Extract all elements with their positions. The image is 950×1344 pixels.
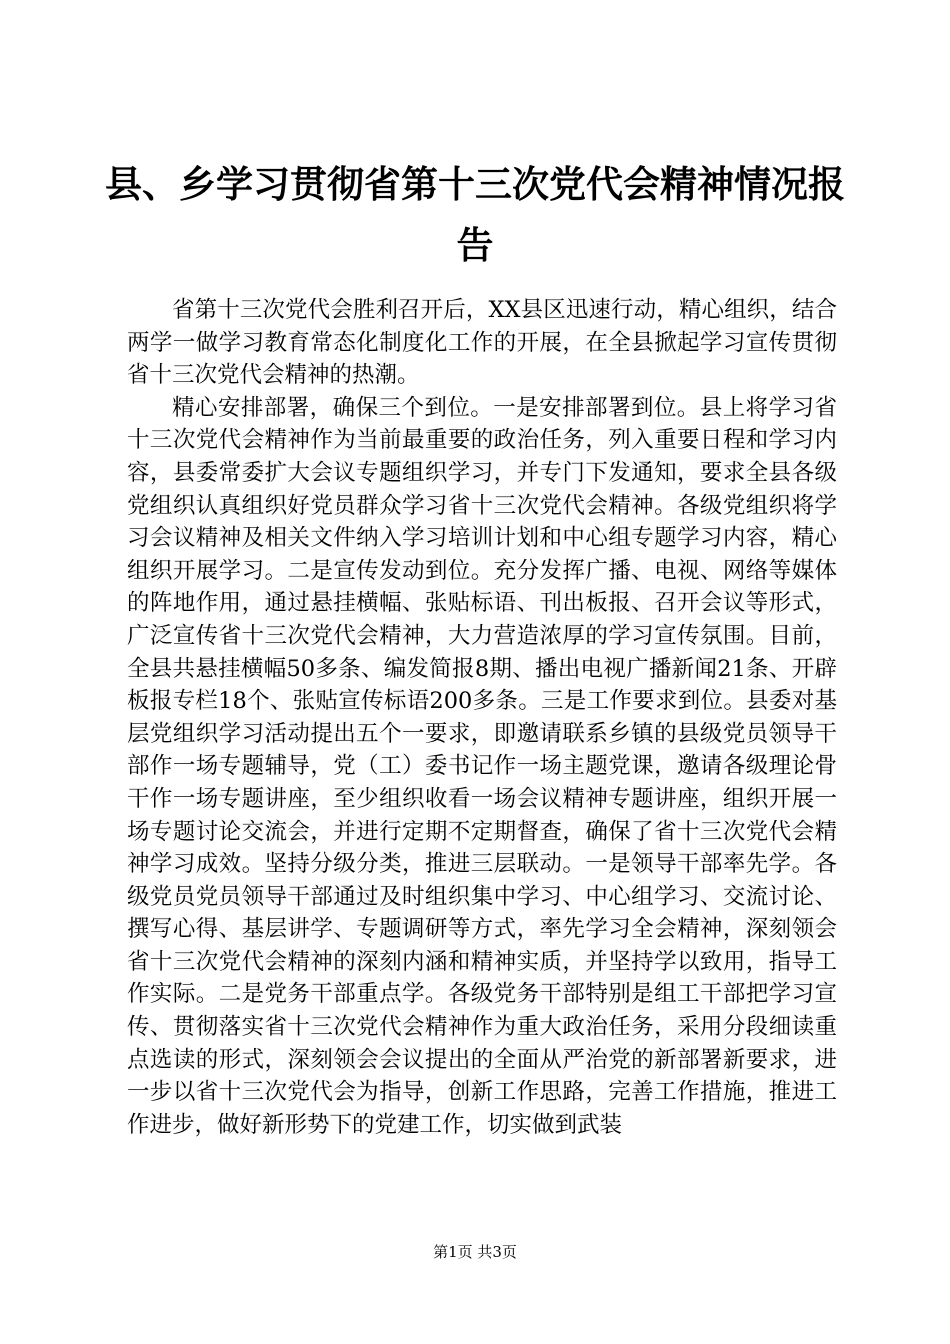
body-paragraph: 省第十三次党代会胜利召开后，XX县区迅速行动，精心组织，结合两学一做学习教育常态化制度化工作的开展，在全县掀起学习宣传贯彻省十三次党代会精神的热潮。: [127, 297, 837, 389]
page-number-footer: 第1页 共3页: [433, 1243, 517, 1261]
document-title-line-1: 县、乡学习贯彻省第十三次党代会精神情况报: [105, 162, 845, 206]
document-body: [127, 294, 837, 1141]
body-paragraph: 精心安排部署，确保三个到位。一是安排部署到位。县上将学习省十三次党代会精神作为当前最重要的政治任务，列入重要日程和学习内容，县委常委扩大会议专题组织学习，并专门下发通知，要求全县各级党组织认真组织好党员群众学习省十三次党代会精神。各级党组织将学习会议精神及相关文件纳入学习培训计划和中心组专题学习内容，精心组织开展学习。二是宣传发动到位。充分发挥广播、电视、网络等媒体的阵地作用，通过悬挂横幅、张贴标语、刊出板报、召开会议等形式，广泛宣传省十三次党代会精神，大力营造浓厚的学习宣传氛围。目前，全县共悬挂横幅50多条、编发简报8期、播出电视广播新闻21条、开辟板报专栏18个、张贴宣传标语200多条。三是工作要求到位。县委对基层党组织学习活动提出五个一要求，即邀请联系乡镇的县级党员领导干部作一场专题辅导，党（工）委书记作一场主题党课，邀请各级理论骨干作一场专题讲座，至少组织收看一场会议精神专题讲座，组织开展一场专题讨论交流会，并进行定期不定期督查，确保了省十三次党代会精神学习成效。坚持分级分类，推进三层联动。一是领导干部率先学。各级党员党员领导干部通过及时组织集中学习、中心组学习、交流讨论、撰写心得、基层讲学、专题调研等方式，率先学习全会精神，深刻领会省十三次党代会精神的深刻内涵和精神实质，并坚持学以致用，指导工作实际。二是党务干部重点学。各级党务干部特别是组工干部把学习宣传、贯彻落实省十三次党代会精神作为重大政治任务，采用分段细读重点选读的形式，深刻领会会议提出的全面从严治党的新部署新要求，进一步以省十三次党代会为指导，创新工作思路，完善工作措施，推进工作进步，做好新形势下的党建工作，切实做到武装: [127, 394, 837, 1138]
document-title-line-2: 告: [456, 223, 494, 267]
